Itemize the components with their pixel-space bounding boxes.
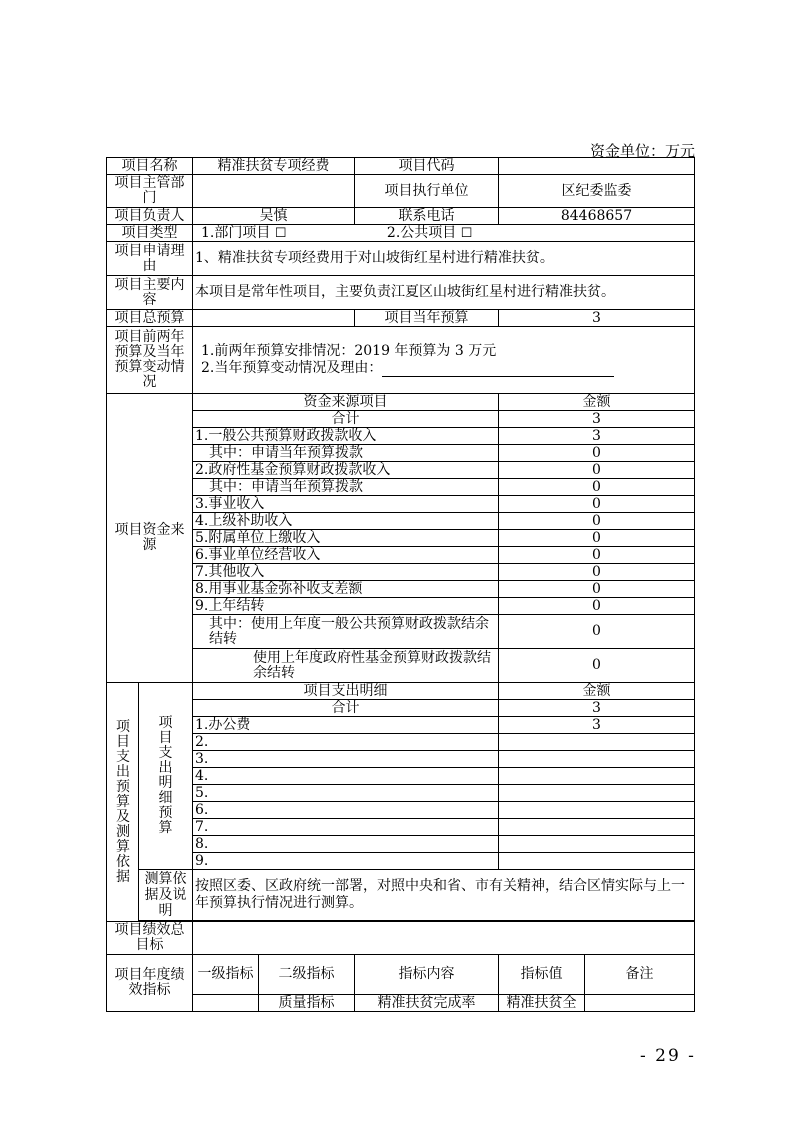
funding-item: 7.其他收入 [193, 564, 499, 581]
funding-amount: 0 [499, 598, 695, 615]
perf-level1-cell [193, 995, 259, 1012]
label-responsible: 项目负责人 [107, 208, 193, 225]
label-perf-goal: 项目绩效总目标 [107, 922, 193, 955]
funding-amount: 0 [499, 462, 695, 479]
page-number: - 29 - [640, 1046, 696, 1066]
label-exec-unit: 项目执行单位 [355, 175, 499, 208]
expense-item: 6. [193, 802, 499, 819]
funding-amount: 0 [499, 564, 695, 581]
label-project-type: 项目类型 [107, 225, 193, 242]
expense-item: 5. [193, 785, 499, 802]
table-row [107, 836, 695, 853]
row-reason [107, 242, 695, 276]
perf-col-level2: 二级指标 [259, 955, 355, 995]
table-row [107, 428, 695, 445]
expense-item: 8. [193, 836, 499, 853]
project-budget-table [106, 157, 695, 1012]
expense-amount: 3 [499, 700, 695, 717]
expense-item: 7. [193, 819, 499, 836]
funding-amount: 0 [499, 547, 695, 564]
value-year-budget: 3 [499, 310, 695, 327]
currency-unit-label: 资金单位：万元 [589, 142, 695, 160]
row-project-type [107, 225, 695, 242]
value-total-budget [193, 310, 355, 327]
row-prev-budget [107, 327, 695, 394]
table-row [107, 462, 695, 479]
row-total-budget [107, 310, 695, 327]
table-row [107, 751, 695, 768]
funding-amount: 0 [499, 649, 695, 683]
perf-col-value: 指标值 [499, 955, 585, 995]
row-basis [107, 870, 695, 921]
value-exec-unit: 区纪委监委 [499, 175, 695, 208]
expense-header [107, 683, 695, 700]
table-row [107, 819, 695, 836]
row-perf-goal [107, 922, 695, 955]
expense-amount [499, 734, 695, 751]
table-row [107, 734, 695, 751]
expense-item: 2. [193, 734, 499, 751]
prev-budget-line2: 2.当年预算变动情况及理由： [201, 360, 383, 376]
table-row [107, 479, 695, 496]
label-prev-budget: 项目前两年预算及当年预算变动情况 [107, 327, 193, 394]
table-row [107, 411, 695, 428]
value-basis: 按照区委、区政府统一部署，对照中央和省、市有关精神，结合区情实际与上一年预算执行情况进行测算。 [193, 870, 695, 921]
value-project-name: 精准扶贫专项经费 [193, 158, 355, 175]
expense-amount [499, 802, 695, 819]
funding-item: 合计 [193, 411, 499, 428]
funding-amount: 0 [499, 581, 695, 598]
value-phone: 84468657 [499, 208, 695, 225]
table-row [107, 530, 695, 547]
row-department [107, 175, 695, 208]
expense-amount: 3 [499, 717, 695, 734]
expense-item: 4. [193, 768, 499, 785]
value-project-code [499, 158, 695, 175]
value-responsible: 吴慎 [193, 208, 355, 225]
table-row [107, 768, 695, 785]
funding-item: 6.事业单位经营收入 [193, 547, 499, 564]
funding-amount: 0 [499, 479, 695, 496]
table-row [107, 995, 695, 1012]
table-row [107, 598, 695, 615]
perf-value-cell: 精准扶贫全 [499, 995, 585, 1012]
label-content: 项目主要内容 [107, 276, 193, 310]
table-row [107, 513, 695, 530]
funding-item: 5.附属单位上缴收入 [193, 530, 499, 547]
perf-col-content: 指标内容 [355, 955, 499, 995]
table-row [107, 785, 695, 802]
funding-item: 3.事业收入 [193, 496, 499, 513]
label-basis: 测算依据及说明 [139, 870, 193, 921]
label-expense-inner: 项目支出明细预算 [139, 683, 193, 870]
expense-amount [499, 853, 695, 870]
funding-amount: 0 [499, 513, 695, 530]
table-row [107, 581, 695, 598]
expense-header-item: 项目支出明细 [193, 683, 499, 700]
label-expense-outer: 项目支出预算及测算依据 [107, 683, 139, 922]
label-perf-indicators: 项目年度绩效指标 [107, 955, 193, 1012]
funding-amount: 3 [499, 428, 695, 445]
expense-item: 3. [193, 751, 499, 768]
value-department [193, 175, 355, 208]
perf-content-cell: 精准扶贫完成率 [355, 995, 499, 1012]
expense-amount [499, 819, 695, 836]
label-funding: 项目资金来源 [107, 394, 193, 683]
type-option-dept: 1.部门项目 [201, 224, 271, 241]
value-project-type [193, 225, 695, 242]
expense-amount [499, 768, 695, 785]
prev-budget-line2-wrap [201, 360, 692, 377]
table-row [107, 615, 695, 649]
expense-item: 1.办公费 [193, 717, 499, 734]
perf-col-level1: 一级指标 [193, 955, 259, 995]
funding-header [107, 394, 695, 411]
label-total-budget: 项目总预算 [107, 310, 193, 327]
table-row [107, 802, 695, 819]
prev-budget-blank [382, 362, 614, 377]
funding-amount: 0 [499, 445, 695, 462]
funding-item: 8.用事业基金弥补收支差额 [193, 581, 499, 598]
row-project-name [107, 158, 695, 175]
table-row [107, 547, 695, 564]
funding-item: 其中：使用上年度一般公共预算财政拨款结余结转 [193, 615, 499, 649]
funding-item: 9.上年结转 [193, 598, 499, 615]
table-row [107, 649, 695, 683]
funding-amount: 0 [499, 530, 695, 547]
value-reason: 1、精准扶贫专项经费用于对山坡街红星村进行精准扶贫。 [193, 242, 695, 276]
expense-amount [499, 751, 695, 768]
value-prev-budget [193, 327, 695, 394]
type-option-public: 2.公共项目 [386, 224, 457, 241]
funding-amount: 3 [499, 411, 695, 428]
perf-note-cell [585, 995, 695, 1012]
row-responsible [107, 208, 695, 225]
funding-item: 其中：申请当年预算拨款 [193, 445, 499, 462]
funding-amount: 0 [499, 496, 695, 513]
table-row [107, 853, 695, 870]
label-project-name: 项目名称 [107, 158, 193, 175]
value-perf-goal [193, 922, 695, 955]
funding-item: 4.上级补助收入 [193, 513, 499, 530]
label-phone: 联系电话 [355, 208, 499, 225]
funding-item: 其中：申请当年预算拨款 [193, 479, 499, 496]
perf-level2-cell: 质量指标 [259, 995, 355, 1012]
label-department: 项目主管部门 [107, 175, 193, 208]
expense-item: 9. [193, 853, 499, 870]
table-row [107, 717, 695, 734]
checkbox-dept-icon[interactable]: ☐ [274, 225, 287, 241]
funding-header-item: 资金来源项目 [193, 394, 499, 411]
value-content: 本项目是常年性项目，主要负责江夏区山坡街红星村进行精准扶贫。 [193, 276, 695, 310]
prev-budget-line1: 1.前两年预算安排情况：2019 年预算为 3 万元 [201, 343, 497, 359]
row-perf-header [107, 955, 695, 995]
table-row [107, 564, 695, 581]
expense-item: 合计 [193, 700, 499, 717]
label-reason: 项目申请理由 [107, 242, 193, 276]
funding-item: 2.政府性基金预算财政拨款收入 [193, 462, 499, 479]
label-year-budget: 项目当年预算 [355, 310, 499, 327]
perf-col-note: 备注 [585, 955, 695, 995]
funding-item: 使用上年度政府性基金预算财政拨款结余结转 [193, 649, 499, 683]
funding-item: 1.一般公共预算财政拨款收入 [193, 428, 499, 445]
checkbox-public-icon[interactable]: ☐ [460, 225, 473, 241]
expense-amount [499, 785, 695, 802]
expense-header-amount: 金额 [499, 683, 695, 700]
expense-amount [499, 836, 695, 853]
label-project-code: 项目代码 [355, 158, 499, 175]
row-content [107, 276, 695, 310]
table-row [107, 445, 695, 462]
funding-amount: 0 [499, 615, 695, 649]
table-row [107, 700, 695, 717]
funding-header-amount: 金额 [499, 394, 695, 411]
table-row [107, 496, 695, 513]
